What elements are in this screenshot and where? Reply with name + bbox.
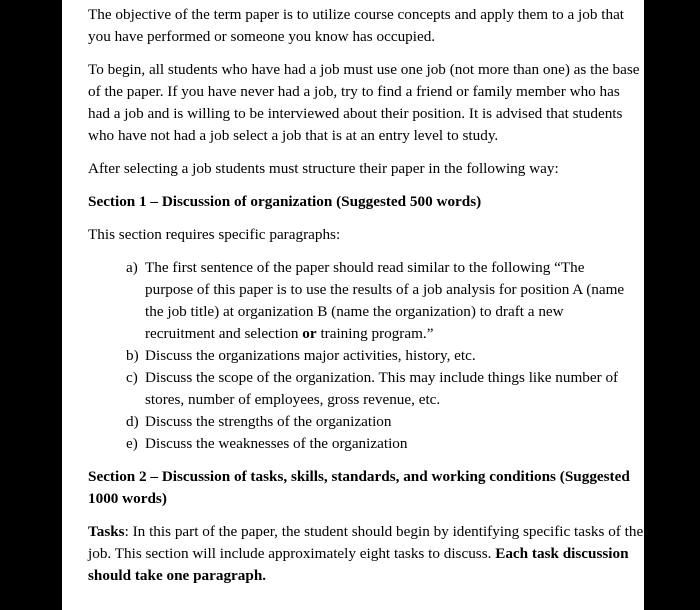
- document-page: [62, 0, 644, 610]
- list-item-bold: or: [302, 325, 317, 342]
- list-marker: c): [126, 369, 138, 386]
- list-item: [88, 411, 644, 433]
- section1-heading: Section 1 – Discussion of organization (Suggested 500 words): [88, 193, 482, 210]
- section1-requires: This section requires specific paragraphs:: [88, 226, 341, 243]
- list-item-text: Discuss the scope of the organization. This may include things like number of stores, number of employees, gross revenue, etc.: [145, 369, 619, 408]
- list-item: [88, 257, 644, 345]
- structure-paragraph: After selecting a job students must structure their paper in the following way:: [88, 160, 559, 177]
- list-marker: a): [126, 259, 138, 276]
- begin-paragraph: To begin, all students who have had a job must use one job (not more than one) as the base of the paper. If you have never had a job, try to find a friend or family member who has had a job and is willing to be interviewed about their position. It is advised that students who have not had a job select a job that is at an entry level to study.: [88, 61, 640, 144]
- list-marker: b): [126, 347, 139, 364]
- tasks-bold: Each task discussion should take one paragraph.: [88, 545, 629, 584]
- tasks-paragraph: [88, 521, 644, 587]
- list-item-text: Discuss the organizations major activities, history, etc.: [145, 347, 476, 364]
- list-item-text: The first sentence of the paper should read similar to the following “The purpose of this paper is to use the results of a job analysis for position A (name the job title) at organization B (name the organization) to draft a new recruitment and selection: [145, 259, 625, 342]
- list-item-text: Discuss the strengths of the organization: [145, 413, 392, 430]
- list-marker: d): [126, 413, 139, 430]
- list-item: [88, 367, 644, 411]
- section1-list: [88, 257, 644, 455]
- list-item: [88, 433, 644, 455]
- list-item-text: Discuss the weaknesses of the organization: [145, 435, 408, 452]
- tasks-text: : In this part of the paper, the student should begin by identifying specific tasks of the job. This section will include approximately eight tasks to discuss.: [88, 523, 644, 562]
- list-item: [88, 345, 644, 367]
- tasks-label: Tasks: [88, 523, 125, 540]
- objective-paragraph: The objective of the term paper is to utilize course concepts and apply them to a job that you have performed or someone you know has occupied.: [88, 6, 625, 45]
- section2-heading: Section 2 – Discussion of tasks, skills, standards, and working conditions (Suggested 1000 words): [88, 468, 630, 507]
- list-marker: e): [126, 435, 138, 452]
- list-item-tail: training program.”: [316, 325, 434, 342]
